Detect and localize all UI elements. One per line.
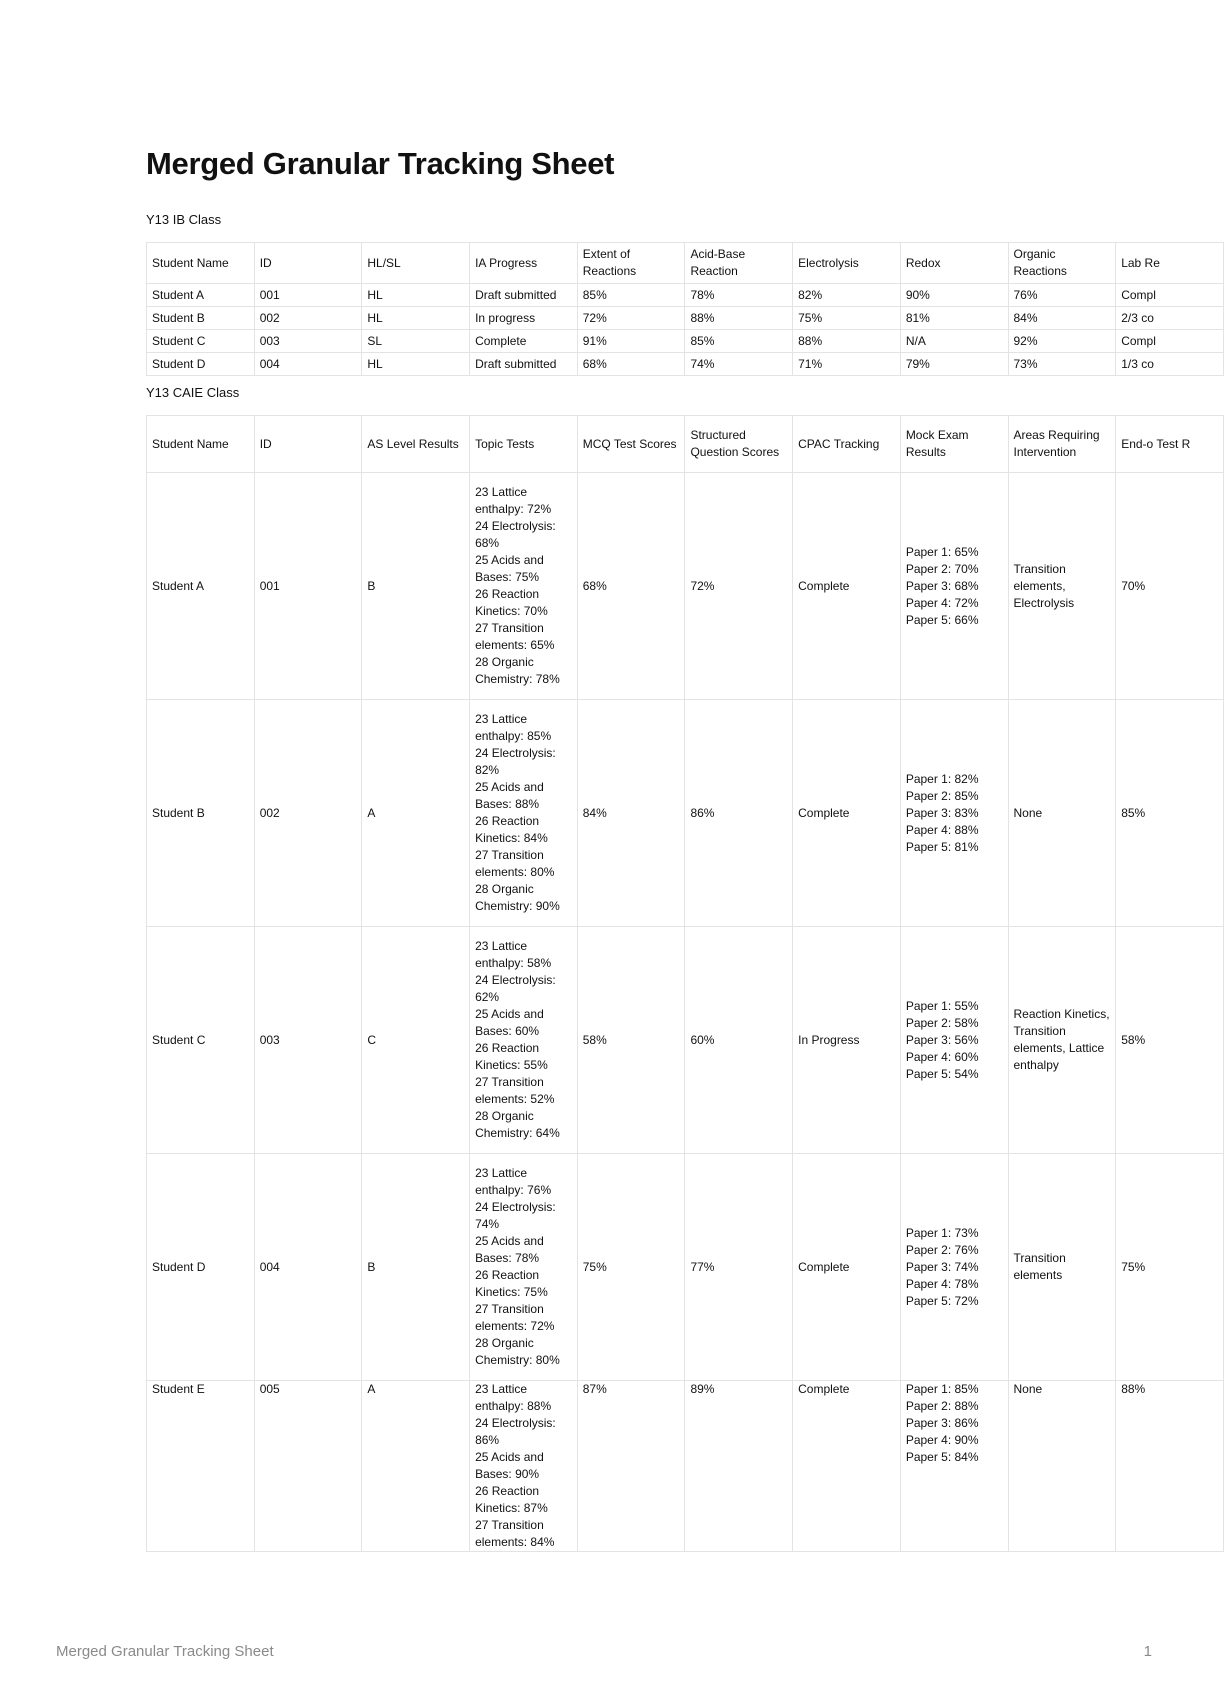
table-cell: 70% [1116,473,1224,700]
topic-tests-cell: 23 Lattice enthalpy: 76% 24 Electrolysis: 74% 25 Acids and Bases: 78% 26 Reaction Kinetics: 75% 27 Transition elements: 72% 28 Organic Chemistry: 80% [470,1154,578,1381]
ib-table-container [146,242,1160,376]
caie-section-label: Y13 CAIE Class [146,385,240,400]
ib-header-cell: Student Name [147,243,255,284]
page-number: 1 [1143,1643,1152,1660]
table-cell: 89% [685,1381,793,1552]
table-cell: In progress [470,307,578,330]
table-cell: 90% [900,284,1008,307]
table-cell: 87% [577,1381,685,1552]
table-cell: B [362,473,470,700]
table-cell: SL [362,330,470,353]
table-cell: Complete [793,473,901,700]
table-cell: Complete [793,1381,901,1552]
table-cell: 92% [1008,330,1116,353]
table-cell: HL [362,353,470,376]
table-cell: 72% [685,473,793,700]
table-cell: 75% [793,307,901,330]
table-cell: None [1008,700,1116,927]
topic-tests-cell: 23 Lattice enthalpy: 58% 24 Electrolysis: 62% 25 Acids and Bases: 60% 26 Reaction Kinetics: 55% 27 Transition elements: 52% 28 Organic Chemistry: 64% [470,927,578,1154]
table-cell: Student E [147,1381,255,1552]
table-cell: Student A [147,284,255,307]
table-cell: 74% [685,353,793,376]
table-cell: In Progress [793,927,901,1154]
table-cell: N/A [900,330,1008,353]
ib-table [146,242,1224,376]
table-cell: 85% [577,284,685,307]
caie-header-cell: ID [254,416,362,473]
table-cell: 004 [254,353,362,376]
table-cell: 001 [254,284,362,307]
table-cell: 2/3 co [1116,307,1224,330]
caie-header-row [147,416,1224,473]
table-cell: Transition elements, Electrolysis [1008,473,1116,700]
caie-header-cell: Structured Question Scores [685,416,793,473]
table-cell: 88% [685,307,793,330]
table-cell: 58% [577,927,685,1154]
table-cell: Student C [147,927,255,1154]
table-cell: Draft submitted [470,353,578,376]
ib-header-cell: Acid-Base Reaction [685,243,793,284]
table-cell: HL [362,284,470,307]
mock-exam-cell: Paper 1: 85% Paper 2: 88% Paper 3: 86% Paper 4: 90% Paper 5: 84% [900,1381,1008,1552]
table-cell: 91% [577,330,685,353]
caie-header-cell: Student Name [147,416,255,473]
caie-table-container [146,415,1191,1573]
mock-exam-cell: Paper 1: 55% Paper 2: 58% Paper 3: 56% Paper 4: 60% Paper 5: 54% [900,927,1008,1154]
ib-header-cell: HL/SL [362,243,470,284]
table-cell: Student B [147,700,255,927]
table-cell: 86% [685,700,793,927]
caie-header-cell: MCQ Test Scores [577,416,685,473]
table-cell: Student C [147,330,255,353]
table-cell: Student A [147,473,255,700]
table-row [147,307,1224,330]
table-row [147,700,1224,927]
table-cell: 002 [254,307,362,330]
table-cell: B [362,1154,470,1381]
ib-header-row [147,243,1224,284]
table-cell: 82% [793,284,901,307]
caie-header-cell: Mock Exam Results [900,416,1008,473]
table-row [147,284,1224,307]
topic-tests-cell: 23 Lattice enthalpy: 72% 24 Electrolysis: 68% 25 Acids and Bases: 75% 26 Reaction Kinetics: 70% 27 Transition elements: 65% 28 Organic Chemistry: 78% [470,473,578,700]
table-cell: Student D [147,1154,255,1381]
caie-header-cell: Areas Requiring Intervention [1008,416,1116,473]
ib-header-cell: Electrolysis [793,243,901,284]
table-cell: 60% [685,927,793,1154]
table-cell: 68% [577,353,685,376]
table-cell: Compl [1116,284,1224,307]
table-cell: 75% [1116,1154,1224,1381]
mock-exam-cell: Paper 1: 73% Paper 2: 76% Paper 3: 74% Paper 4: 78% Paper 5: 72% [900,1154,1008,1381]
table-cell: C [362,927,470,1154]
table-cell: 85% [1116,700,1224,927]
table-row [147,473,1224,700]
table-cell: 88% [1116,1381,1224,1552]
table-cell: Complete [793,1154,901,1381]
table-cell: Compl [1116,330,1224,353]
ib-section-label: Y13 IB Class [146,212,222,227]
table-row [147,353,1224,376]
topic-tests-cell: 23 Lattice enthalpy: 85% 24 Electrolysis: 82% 25 Acids and Bases: 88% 26 Reaction Kinetics: 84% 27 Transition elements: 80% 28 Organic Chemistry: 90% [470,700,578,927]
ib-header-cell: Extent of Reactions [577,243,685,284]
table-cell: 79% [900,353,1008,376]
table-cell: Reaction Kinetics, Transition elements, Lattice enthalpy [1008,927,1116,1154]
table-cell: 004 [254,1154,362,1381]
table-cell: 002 [254,700,362,927]
table-cell: A [362,700,470,927]
caie-header-cell: End-o Test R [1116,416,1224,473]
table-cell: 78% [685,284,793,307]
table-cell: Student D [147,353,255,376]
table-cell: None [1008,1381,1116,1552]
table-row [147,927,1224,1154]
mock-exam-cell: Paper 1: 82% Paper 2: 85% Paper 3: 83% Paper 4: 88% Paper 5: 81% [900,700,1008,927]
topic-tests-cell: 23 Lattice enthalpy: 88% 24 Electrolysis: 86% 25 Acids and Bases: 90% 26 Reaction Kinetics: 87% 27 Transition elements: 84% [470,1381,578,1552]
table-cell: Transition elements [1008,1154,1116,1381]
caie-table [146,415,1224,1552]
table-cell: 76% [1008,284,1116,307]
table-cell: 72% [577,307,685,330]
mock-exam-cell: Paper 1: 65% Paper 2: 70% Paper 3: 68% Paper 4: 72% Paper 5: 66% [900,473,1008,700]
table-cell: 003 [254,330,362,353]
table-cell: 73% [1008,353,1116,376]
footer-document-title: Merged Granular Tracking Sheet [56,1643,274,1660]
caie-header-cell: Topic Tests [470,416,578,473]
table-cell: 003 [254,927,362,1154]
table-cell: HL [362,307,470,330]
table-cell: 77% [685,1154,793,1381]
table-cell: 84% [577,700,685,927]
table-cell: Draft submitted [470,284,578,307]
ib-header-cell: ID [254,243,362,284]
table-cell: 75% [577,1154,685,1381]
table-cell: 001 [254,473,362,700]
caie-header-cell: AS Level Results [362,416,470,473]
ib-header-cell: Redox [900,243,1008,284]
table-row [147,1381,1224,1552]
table-cell: Complete [793,700,901,927]
table-cell: Student B [147,307,255,330]
ib-header-cell: Lab Re [1116,243,1224,284]
table-cell: 68% [577,473,685,700]
table-cell: 1/3 co [1116,353,1224,376]
table-cell: A [362,1381,470,1552]
page-title: Merged Granular Tracking Sheet [146,146,615,181]
table-row [147,330,1224,353]
table-cell: Complete [470,330,578,353]
table-cell: 85% [685,330,793,353]
table-cell: 88% [793,330,901,353]
table-cell: 58% [1116,927,1224,1154]
table-cell: 84% [1008,307,1116,330]
table-cell: 71% [793,353,901,376]
caie-header-cell: CPAC Tracking [793,416,901,473]
table-cell: 81% [900,307,1008,330]
ib-header-cell: IA Progress [470,243,578,284]
ib-header-cell: Organic Reactions [1008,243,1116,284]
table-row [147,1154,1224,1381]
table-cell: 005 [254,1381,362,1552]
